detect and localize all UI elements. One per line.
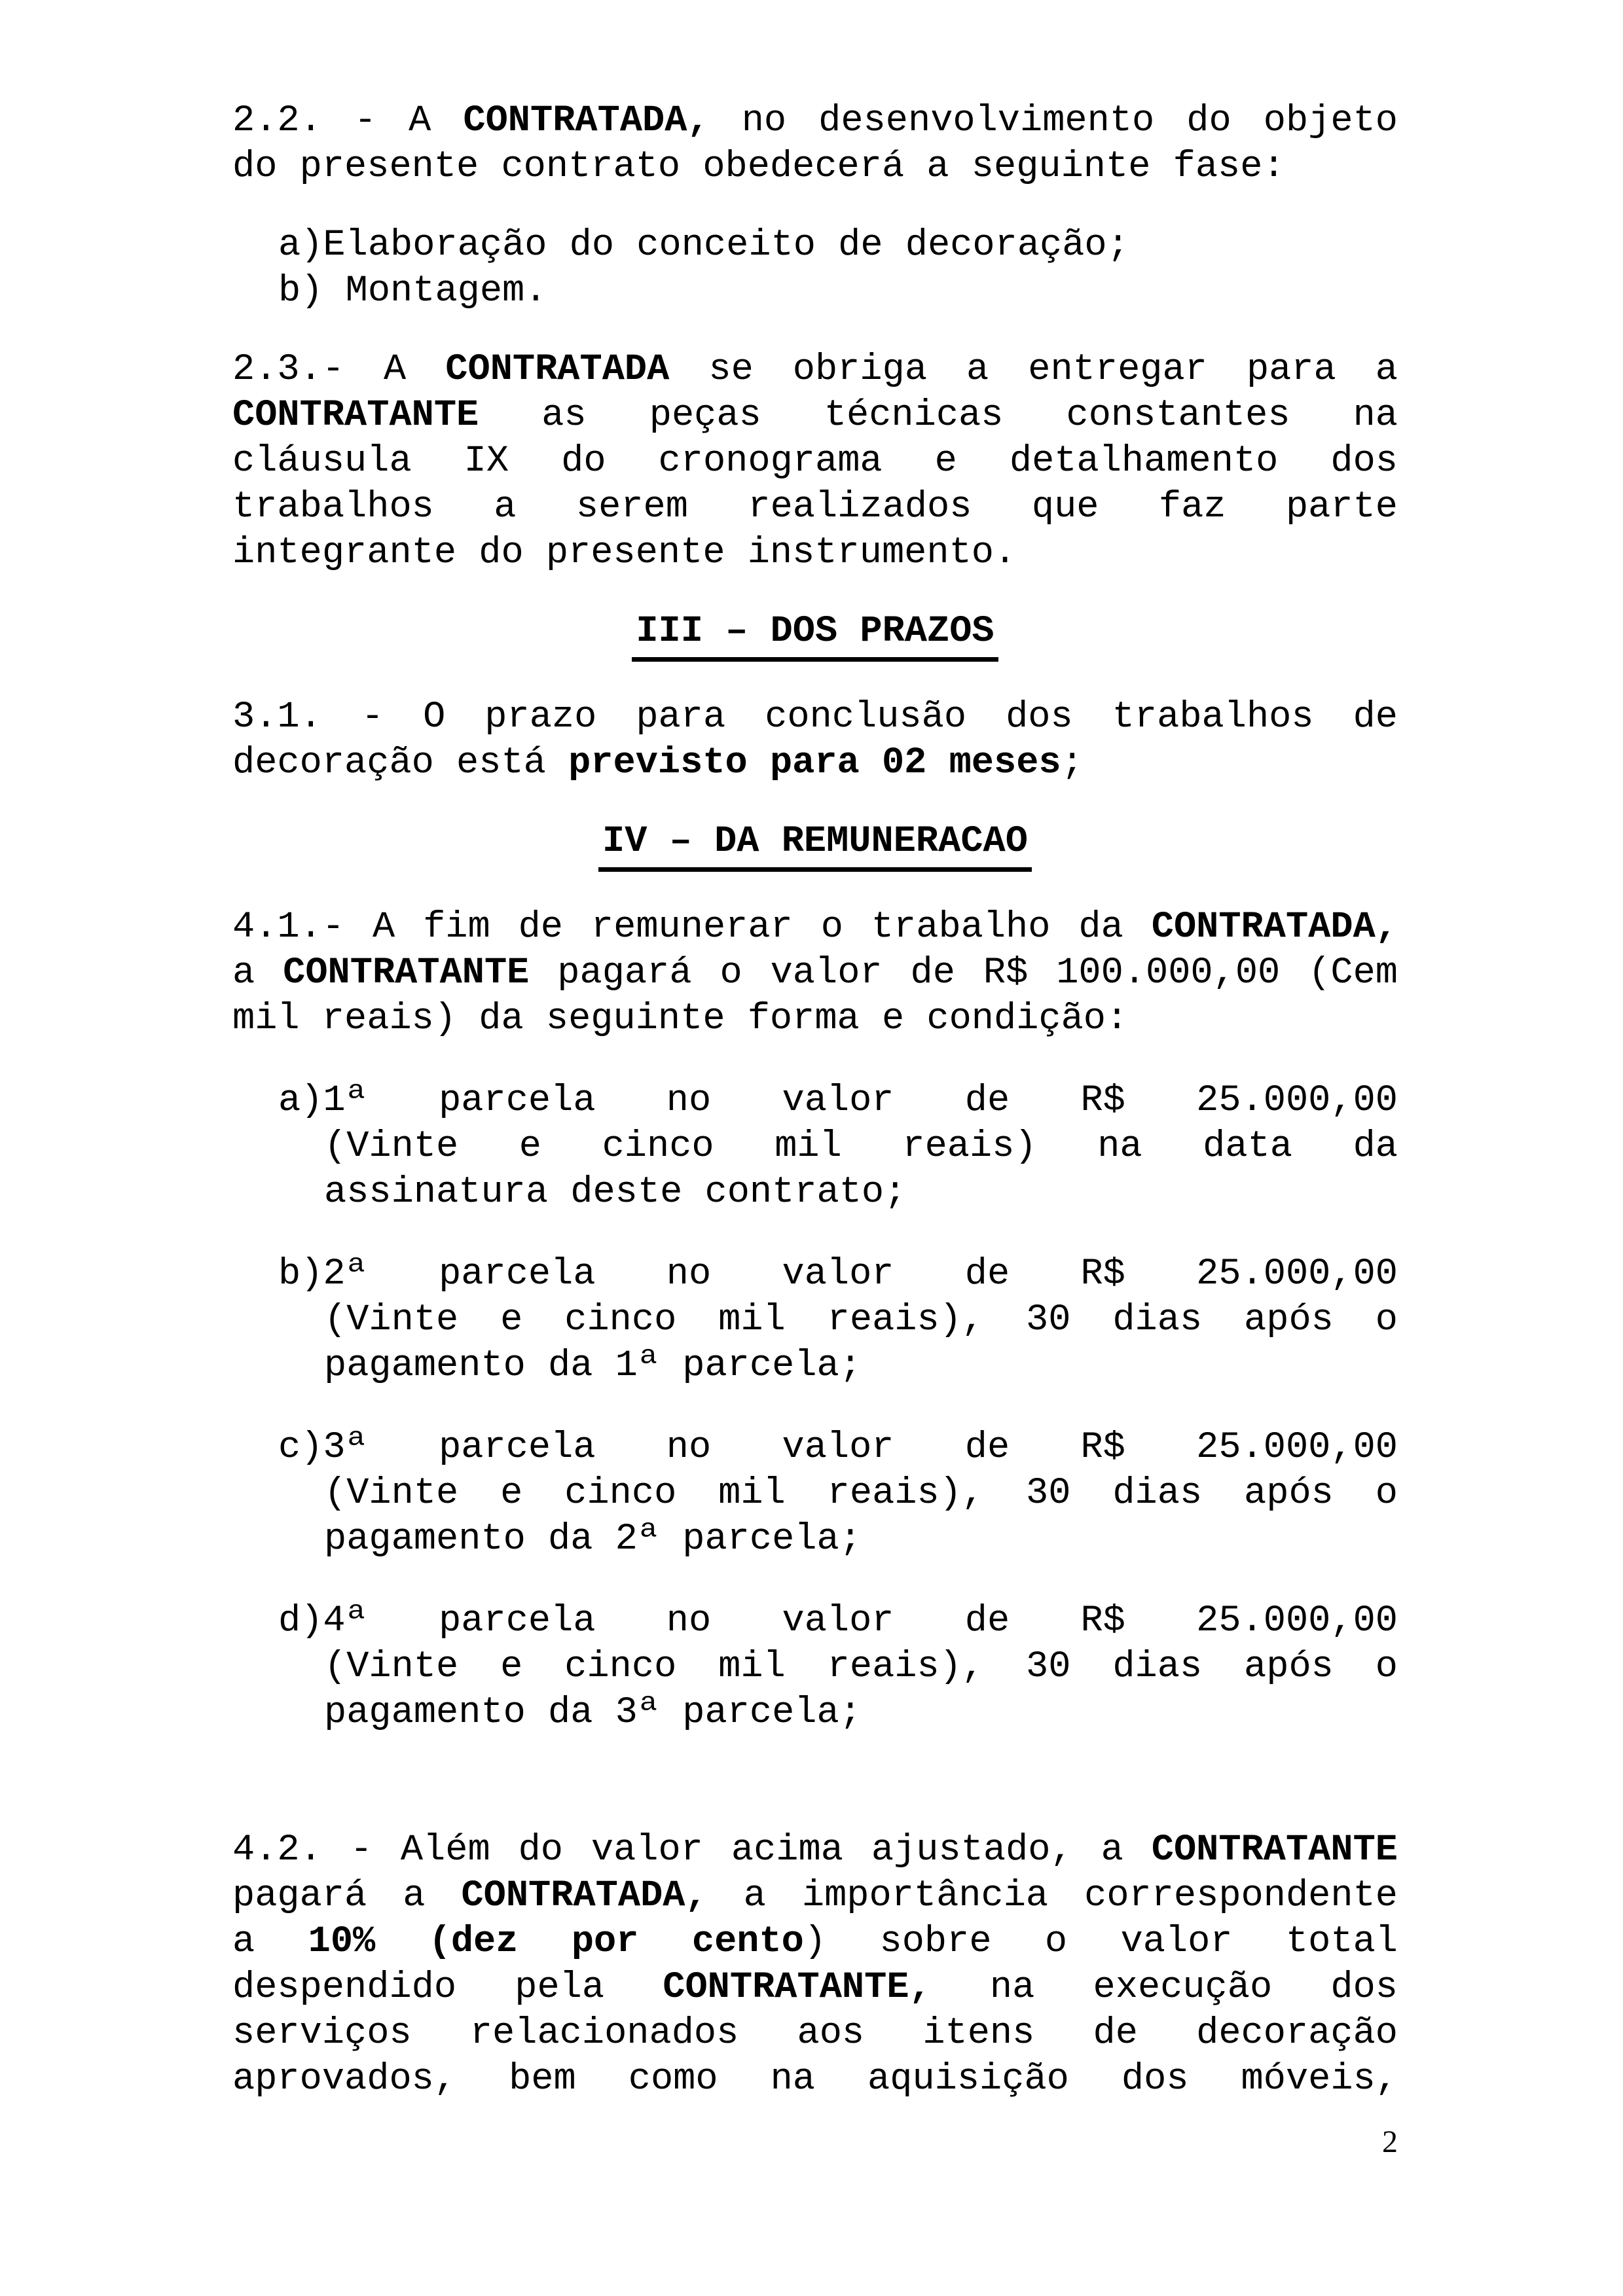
- text-line: [278, 223, 1398, 268]
- text-run: no desenvolvimento do objeto: [709, 100, 1398, 142]
- text-run: c)3ª parcela no valor de R$ 25.000,00: [278, 1427, 1398, 1469]
- text-run: (Vinte e cinco mil reais), 30 dias após o: [324, 1473, 1398, 1515]
- text-run: aprovados, bem como na aquisição dos móveis,: [232, 2058, 1398, 2100]
- text-run: 4.1.- A fim de remunerar o trabalho da: [232, 906, 1152, 948]
- text-run: decoração está: [232, 742, 569, 784]
- text-run: (Vinte e cinco mil reais) na data da: [324, 1126, 1398, 1168]
- text-line: [278, 1297, 1398, 1343]
- section-heading-text: IV – DA REMUNERACAO: [598, 819, 1032, 872]
- text-line: [278, 1690, 1398, 1736]
- text-line: [232, 996, 1398, 1042]
- clause-4-1: [232, 905, 1398, 1042]
- text-run: (Vinte e cinco mil reais), 30 dias após o: [324, 1646, 1398, 1688]
- text-line: [278, 1516, 1398, 1562]
- text-line: [232, 439, 1398, 484]
- text-run: a importância correspondente: [707, 1875, 1398, 1917]
- text-run: trabalhos a serem realizados que faz parte: [232, 486, 1398, 528]
- text-line: [278, 268, 1398, 314]
- text-run: serviços relacionados aos itens de decoração: [232, 2013, 1398, 2054]
- text-line: [232, 2011, 1398, 2056]
- text-run: a: [232, 952, 283, 994]
- text-run: a)1ª parcela no valor de R$ 25.000,00: [278, 1080, 1398, 1122]
- text-line: [232, 2056, 1398, 2102]
- text-run: despendido pela: [232, 1967, 663, 2009]
- text-line: [278, 1078, 1398, 1124]
- text-line: [278, 1251, 1398, 1297]
- text-run: 3.1. - O prazo para conclusão dos trabalhos de: [232, 696, 1398, 738]
- text-run: se obriga a entregar para a: [669, 349, 1398, 391]
- text-run: ) sobre o valor total: [803, 1921, 1398, 1963]
- text-run: ;: [1061, 742, 1084, 784]
- text-run: b)2ª parcela no valor de R$ 25.000,00: [278, 1253, 1398, 1295]
- text-line: [278, 1598, 1398, 1644]
- text-run: pagamento da 2ª parcela;: [324, 1518, 862, 1560]
- text-line: [232, 347, 1398, 393]
- text-run: 2.2. - A: [232, 100, 464, 142]
- bold-text-run: CONTRATADA,: [1151, 906, 1398, 948]
- text-line: [232, 144, 1398, 190]
- text-line: [232, 393, 1398, 439]
- page-number: 2: [1382, 2125, 1398, 2159]
- installment-c: [232, 1425, 1398, 1562]
- text-run: 2.3.- A: [232, 349, 446, 391]
- text-line: [232, 1919, 1398, 1965]
- bold-text-run: CONTRATADA,: [463, 100, 710, 142]
- text-run: b) Montagem.: [278, 270, 547, 312]
- section-heading-text: III – DOS PRAZOS: [632, 609, 998, 662]
- text-line: [278, 1471, 1398, 1516]
- text-run: d)4ª parcela no valor de R$ 25.000,00: [278, 1600, 1398, 1642]
- bold-text-run: CONTRATANTE,: [663, 1967, 932, 2009]
- clause-2-3: [232, 347, 1398, 576]
- bold-text-run: CONTRATANTE: [283, 952, 530, 994]
- text-line: [232, 98, 1398, 144]
- text-run: integrante do presente instrumento.: [232, 532, 1017, 574]
- text-run: as peças técnicas constantes na: [479, 395, 1398, 437]
- section-iii-heading: [232, 609, 1398, 662]
- installment-a: [232, 1078, 1398, 1215]
- text-line: [278, 1343, 1398, 1389]
- phase-list: [232, 223, 1398, 314]
- document-content: [232, 98, 1398, 2102]
- text-line: [232, 1965, 1398, 2011]
- text-run: (Vinte e cinco mil reais), 30 dias após o: [324, 1299, 1398, 1341]
- text-line: [232, 905, 1398, 950]
- clause-2-2: [232, 98, 1398, 190]
- text-line: [232, 740, 1398, 786]
- text-line: [232, 950, 1398, 996]
- section-iv-heading: [232, 819, 1398, 872]
- text-run: a: [232, 1921, 308, 1963]
- text-line: [232, 530, 1398, 576]
- installment-b: [232, 1251, 1398, 1389]
- text-run: cláusula IX do cronograma e detalhamento dos: [232, 440, 1398, 482]
- text-line: [232, 1827, 1398, 1873]
- text-run: pagará a: [232, 1875, 462, 1917]
- text-run: 4.2. - Além do valor acima ajustado, a: [232, 1829, 1152, 1871]
- text-run: na execução dos: [931, 1967, 1398, 2009]
- text-line: [232, 1873, 1398, 1919]
- bold-text-run: previsto para 02 meses: [568, 742, 1061, 784]
- text-run: do presente contrato obedecerá a seguinte fase:: [232, 146, 1285, 188]
- text-run: pagamento da 1ª parcela;: [324, 1345, 862, 1387]
- text-line: [278, 1425, 1398, 1471]
- text-run: pagará o valor de R$ 100.000,00 (Cem: [529, 952, 1398, 994]
- text-line: [232, 484, 1398, 530]
- bold-text-run: CONTRATADA: [445, 349, 670, 391]
- bold-text-run: 10% (dez por cento: [308, 1921, 804, 1963]
- text-line: [278, 1644, 1398, 1690]
- text-run: pagamento da 3ª parcela;: [324, 1692, 862, 1734]
- installment-d: [232, 1598, 1398, 1736]
- text-run: mil reais) da seguinte forma e condição:: [232, 998, 1129, 1040]
- bold-text-run: CONTRATADA,: [461, 1875, 708, 1917]
- text-run: a)Elaboração do conceito de decoração;: [278, 224, 1129, 266]
- clause-4-2: [232, 1827, 1398, 2102]
- bold-text-run: CONTRATANTE: [232, 395, 479, 437]
- text-line: [232, 694, 1398, 740]
- bold-text-run: CONTRATANTE: [1151, 1829, 1398, 1871]
- clause-3-1: [232, 694, 1398, 786]
- text-line: [278, 1124, 1398, 1170]
- text-run: assinatura deste contrato;: [324, 1172, 907, 1213]
- text-line: [278, 1170, 1398, 1215]
